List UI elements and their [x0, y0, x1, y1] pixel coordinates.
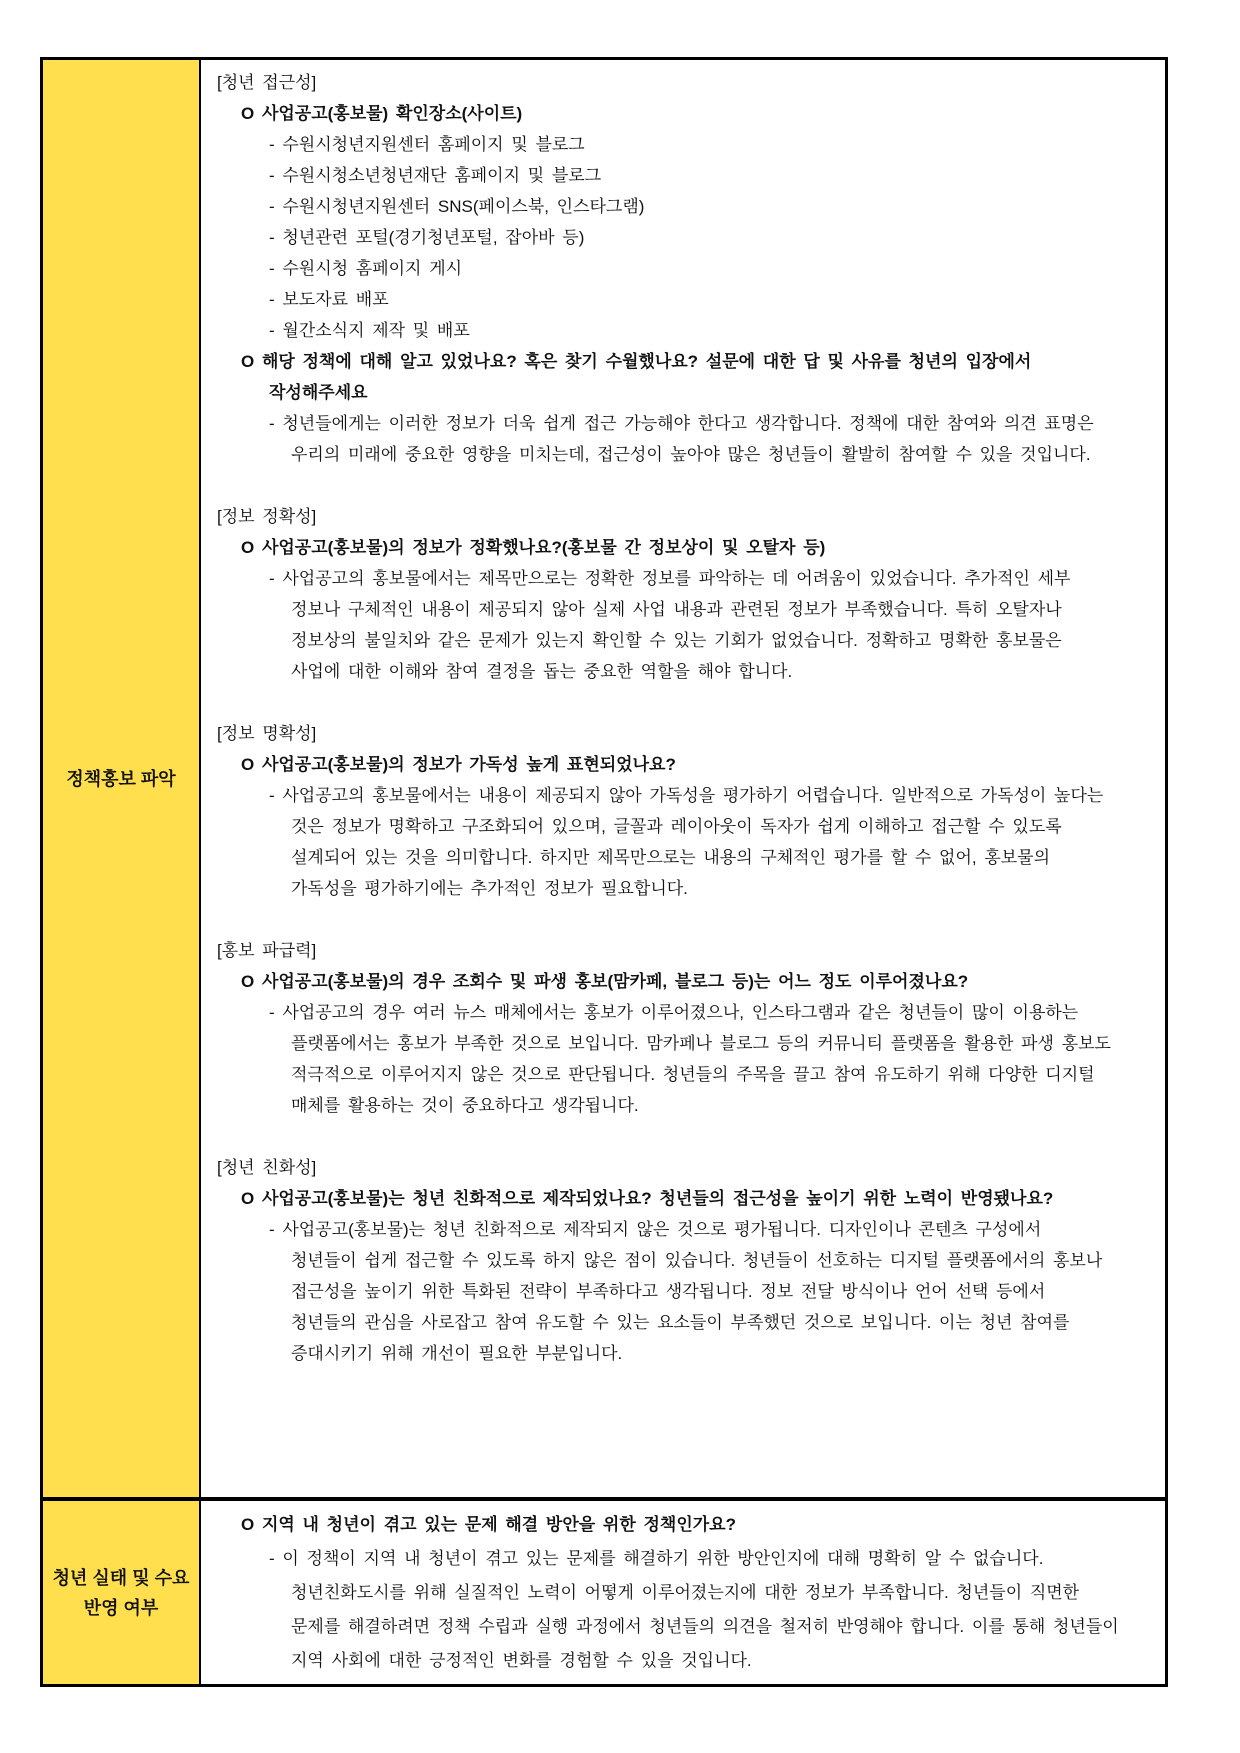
answer-line-continuation: 접근성을 높이기 위한 특화된 전략이 부족하다고 생각됩니다. 정보 전달 방식이나 언어 선택 등에서: [291, 1282, 1046, 1301]
answer-line-continuation: 설계되어 있는 것을 의미합니다. 하지만 제목만으로는 내용의 구체적인 평가를 할 수 없어, 홍보물의: [291, 848, 1051, 867]
answer-line: - 이 정책이 지역 내 청년이 겪고 있는 문제를 해결하기 위한 방안인지에 대해 명확히 알 수 없습니다.: [269, 1549, 1044, 1568]
section-header: [청년 접근성]: [217, 73, 317, 92]
answer-line: - 수원시청소년청년재단 홈페이지 및 블로그: [269, 166, 602, 185]
answer-line: - 사업공고(홍보물)는 청년 친화적으로 제작되지 않은 것으로 평가됩니다. 디자인이나 콘텐츠 구성에서: [269, 1220, 1042, 1239]
answer-line: - 보도자료 배포: [269, 290, 389, 309]
answer-line: - 청년관련 포털(경기청년포털, 잡아바 등): [269, 228, 585, 247]
answer-line-continuation: 문제를 해결하려면 정책 수립과 실행 과정에서 청년들의 의견을 철저히 반영해야 합니다. 이를 통해 청년들이: [291, 1617, 1119, 1636]
answer-line: - 사업공고의 홍보물에서는 내용이 제공되지 않아 가독성을 평가하기 어렵습니다. 일반적으로 가독성이 높다는: [269, 786, 1104, 805]
blank-line: [211, 687, 1155, 718]
answer-line-continuation: 적극적으로 이루어지지 않은 것으로 판단됩니다. 청년들의 주목을 끌고 참여 유도하기 위해 다양한 디지털: [291, 1065, 1095, 1084]
answer-line-continuation: 우리의 미래에 중요한 영향을 미치는데, 접근성이 높아야 많은 청년들이 활발히 참여할 수 있을 것입니다.: [291, 445, 1091, 464]
answer-line-continuation: 정보나 구체적인 내용이 제공되지 않아 실제 사업 내용과 관련된 정보가 부족했습니다. 특히 오탈자나: [291, 600, 1062, 619]
answer-line: - 사업공고의 경우 여러 뉴스 매체에서는 홍보가 이루어졌으나, 인스타그램과 같은 청년들이 많이 이용하는: [269, 1003, 1079, 1022]
question-item: O 지역 내 청년이 겪고 있는 문제 해결 방안을 위한 정책인가요?: [241, 1515, 736, 1534]
answer-line-continuation: 청년들이 쉽게 접근할 수 있도록 하지 않은 점이 있습니다. 청년들이 선호하는 디지털 플랫폼에서의 홍보나: [291, 1251, 1103, 1270]
row-content: [201, 1501, 1165, 1684]
question-item: O 사업공고(홍보물)는 청년 친화적으로 제작되었나요? 청년들의 접근성을 높이기 위한 노력이 반영됐나요?: [241, 1189, 1054, 1208]
answer-line: - 수원시청년지원센터 홈페이지 및 블로그: [269, 135, 585, 154]
row-label-line: 청년 실태 및 수요: [52, 1567, 190, 1588]
answer-line-continuation: 증대시키기 위해 개선이 필요한 부분입니다.: [291, 1344, 623, 1363]
answer-line-continuation: 매체를 활용하는 것이 중요하다고 생각됩니다.: [291, 1096, 639, 1115]
section-header: [청년 친화성]: [217, 1158, 317, 1177]
row-label: [43, 60, 201, 1497]
question-item: O 사업공고(홍보물)의 정보가 가독성 높게 표현되었나요?: [241, 755, 676, 774]
section-header: [정보 정확성]: [217, 507, 317, 526]
question-item: O 해당 정책에 대해 알고 있었나요? 혹은 찾기 수월했나요? 설문에 대한 답 및 사유를 청년의 입장에서: [241, 352, 1032, 371]
row-label-line: 정책홍보 파악: [66, 768, 176, 789]
row-content: [201, 60, 1165, 1497]
answer-line-continuation: 청년들의 관심을 사로잡고 참여 유도할 수 있는 요소들이 부족했던 것으로 보입니다. 이는 청년 참여를: [291, 1313, 1070, 1332]
answer-line-continuation: 것은 정보가 명확하고 구조화되어 있으며, 글꼴과 레이아웃이 독자가 쉽게 이해하고 접근할 수 있도록: [291, 817, 1062, 836]
blank-line: [211, 904, 1155, 935]
question-item-continuation: 작성해주세요: [269, 383, 368, 402]
row-label: [43, 1501, 201, 1684]
blank-line: [211, 1121, 1155, 1152]
answer-line-continuation: 정보상의 불일치와 같은 문제가 있는지 확인할 수 있는 기회가 없었습니다. 정확하고 명확한 홍보물은: [291, 631, 1062, 650]
row-label-line: 반영 여부: [83, 1597, 159, 1618]
blank-line: [211, 470, 1155, 501]
section-header: [정보 명확성]: [217, 724, 317, 743]
answer-line: - 수원시청년지원센터 SNS(페이스북, 인스타그램): [269, 197, 645, 216]
table-row: [43, 1501, 1165, 1684]
section-header: [홍보 파급력]: [217, 941, 317, 960]
question-item: O 사업공고(홍보물)의 경우 조회수 및 파생 홍보(맘카페, 블로그 등)는 어느 정도 이루어졌나요?: [241, 972, 969, 991]
answer-line-continuation: 사업에 대한 이해와 참여 결정을 돕는 중요한 역할을 해야 합니다.: [291, 662, 793, 681]
answer-line: - 청년들에게는 이러한 정보가 더욱 쉽게 접근 가능해야 한다고 생각합니다. 정책에 대한 참여와 의견 표명은: [269, 414, 1094, 433]
answer-line: - 수원시청 홈페이지 게시: [269, 259, 463, 278]
answer-line-continuation: 플랫폼에서는 홍보가 부족한 것으로 보입니다. 맘카페나 블로그 등의 커뮤니티 플랫폼을 활용한 파생 홍보도: [291, 1034, 1111, 1053]
question-item: O 사업공고(홍보물)의 정보가 정확했나요?(홍보물 간 정보상이 및 오탈자 등): [241, 538, 826, 557]
answer-line-continuation: 청년친화도시를 위해 실질적인 노력이 어떻게 이루어졌는지에 대한 정보가 부족합니다. 청년들이 직면한: [291, 1583, 1080, 1602]
answer-line: - 사업공고의 홍보물에서는 제목만으로는 정확한 정보를 파악하는 데 어려움이 있었습니다. 추가적인 세부: [269, 569, 1071, 588]
answer-line-continuation: 가독성을 평가하기에는 추가적인 정보가 필요합니다.: [291, 879, 688, 898]
question-item: O 사업공고(홍보물) 확인장소(사이트): [241, 104, 523, 123]
answer-line: - 월간소식지 제작 및 배포: [269, 321, 470, 340]
evaluation-table: [40, 57, 1168, 1687]
answer-line-continuation: 지역 사회에 대한 긍정적인 변화를 경험할 수 있을 것입니다.: [291, 1651, 752, 1670]
table-row: [43, 60, 1165, 1501]
